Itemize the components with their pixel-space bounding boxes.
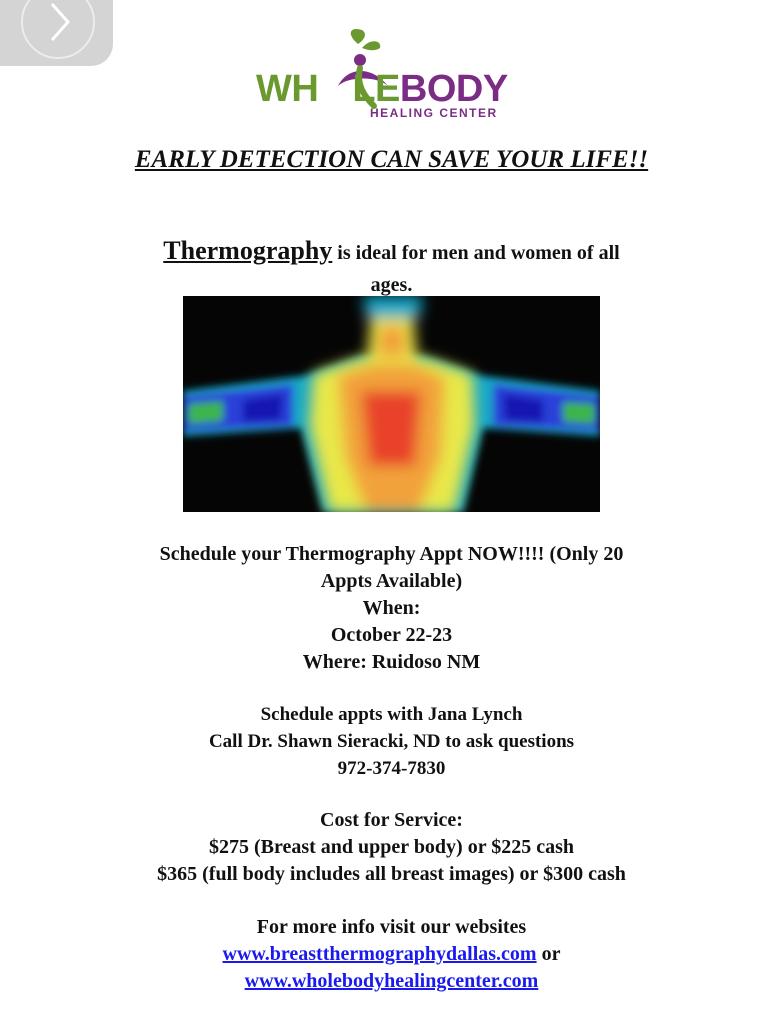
website-link-wholebodyhealingcenter[interactable]: www.wholebodyhealingcenter.com <box>244 970 539 992</box>
info-intro: For more info visit our websites <box>256 916 527 938</box>
thermal-image <box>183 296 600 512</box>
website-link-breastthermographydallas[interactable]: www.breastthermographydallas.com <box>222 943 537 965</box>
contact-section <box>0 701 783 782</box>
phone-number: 972-374-7830 <box>337 758 446 779</box>
event-location: Where: Ruidoso NM <box>302 651 481 673</box>
intro-line2: ages. <box>370 274 413 296</box>
next-page-button[interactable] <box>0 0 113 66</box>
schedule-section <box>0 541 783 676</box>
intro-line1: is ideal for men and women of all <box>332 242 620 264</box>
chevron-right-icon <box>18 0 98 62</box>
logo <box>250 26 540 126</box>
event-dates: October 22-23 <box>330 624 453 646</box>
cost-option1: $275 (Breast and upper body) or $225 cash <box>208 836 575 858</box>
schedule-line2: Appts Available) <box>320 570 463 592</box>
cost-section <box>0 807 783 888</box>
schedule-line1: Schedule your Thermography Appt NOW!!!! (Only 20 <box>159 543 624 565</box>
intro-text <box>0 236 783 300</box>
contact-line2: Call Dr. Shawn Sieracki, ND to ask questions <box>208 731 575 752</box>
headline: EARLY DETECTION CAN SAVE YOUR LIFE!! <box>134 146 649 173</box>
cost-option2: $365 (full body includes all breast images) or $300 cash <box>157 863 626 885</box>
when-label: When: <box>362 597 421 619</box>
logo-subtitle: HEALING CENTER <box>370 106 498 120</box>
logo-wordmark: WH LEBODY <box>256 68 508 110</box>
intro-keyword: Thermography <box>163 236 333 265</box>
contact-line1: Schedule appts with Jana Lynch <box>260 704 523 725</box>
info-section <box>0 914 783 995</box>
or-text: or <box>536 943 561 965</box>
cost-title: Cost for Service: <box>320 809 463 831</box>
